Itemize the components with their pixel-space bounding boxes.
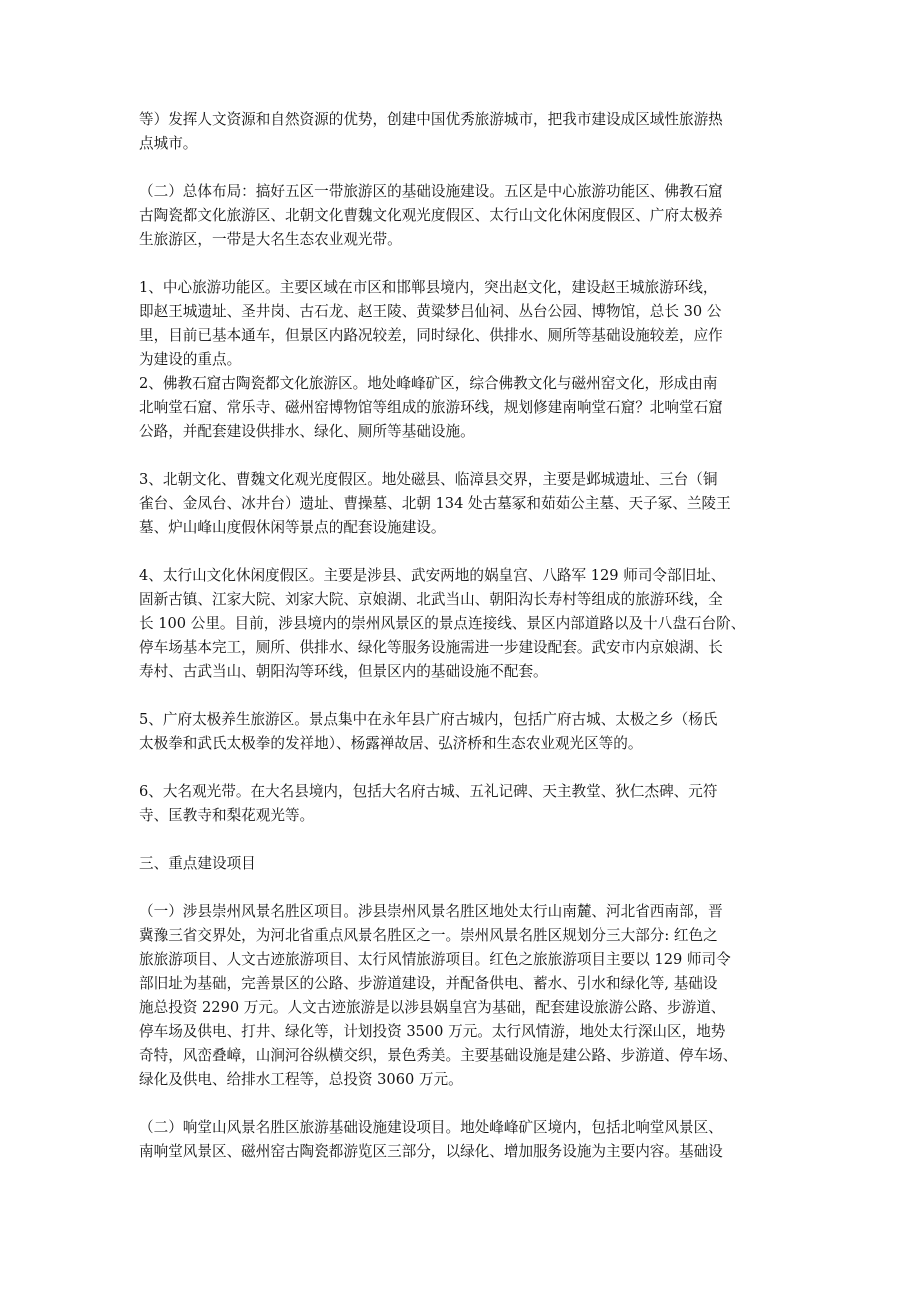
text-line: 4、太行山文化休闲度假区。主要是涉县、武安两地的娲皇宫、八路军 129 师司令部旧址、 — [139, 567, 726, 584]
text-line: 为建设的重点。 — [139, 351, 242, 368]
text-line: 公路，并配套建设供排水、绿化、厕所等基础设施。 — [139, 423, 475, 440]
text-line: 墓、炉山峰山度假休闲等景点的配套设施建设。 — [139, 519, 446, 536]
paragraph — [139, 564, 783, 684]
text-line: 点城市。 — [139, 135, 198, 152]
paragraph — [139, 708, 783, 756]
paragraph — [139, 108, 783, 156]
text-line: 即赵王城遗址、圣井岗、古石龙、赵王陵、黄粱梦吕仙祠、丛台公园、博物馆，总长 30 公 — [139, 303, 722, 320]
text-line: （二）响堂山风景名胜区旅游基础设施建设项目。地处峰峰矿区境内，包括北响堂风景区、 — [139, 1119, 723, 1136]
text-line: 长 100 公里。目前，涉县境内的崇州风景区的景点连接线、景区内部道路以及十八盘石台阶、 — [139, 615, 746, 632]
text-line: 停车场及供电、打井、绿化等，计划投资 3500 万元。太行风情游，地处太行深山区，地势 — [139, 1023, 726, 1040]
text-line: （二）总体布局：搞好五区一带旅游区的基础设施建设。五区是中心旅游功能区、佛教石窟 — [139, 183, 723, 200]
paragraph — [139, 468, 783, 540]
text-line: 1、中心旅游功能区。主要区域在市区和邯郸县境内，突出赵文化，建设赵王城旅游环线， — [139, 279, 718, 296]
paragraph — [139, 900, 783, 1092]
text-line: 等）发挥人文资源和自然资源的优势，创建中国优秀旅游城市，把我市建设成区域性旅游热 — [139, 111, 723, 128]
text-line: 三、重点建设项目 — [139, 855, 256, 872]
text-line: 南响堂风景区、磁州窑古陶瓷都游览区三部分，以绿化、增加服务设施为主要内容。基础设 — [139, 1143, 723, 1160]
text-line: 冀豫三省交界处，为河北省重点风景名胜区之一。崇州风景名胜区规划分三大部分: 红色之 — [139, 927, 718, 944]
paragraph — [139, 780, 783, 828]
text-line: 5、广府太极养生旅游区。景点集中在永年县广府古城内，包括广府古城、太极之乡（杨氏 — [139, 711, 718, 728]
text-line: 北响堂石窟、常乐寺、磁州窑博物馆等组成的旅游环线，规划修建南响堂石窟？北响堂石窟 — [139, 399, 723, 416]
text-line: 生旅游区，一带是大名生态农业观光带。 — [139, 231, 402, 248]
paragraph — [139, 1116, 783, 1164]
text-line: （一）涉县崇州风景名胜区项目。涉县崇州风景名胜区地处太行山南麓、河北省西南部，晋 — [139, 903, 723, 920]
text-line: 太极拳和武氏太极拳的发祥地）、杨露禅故居、弘济桥和生态农业观光区等的。 — [139, 735, 643, 752]
paragraph — [139, 276, 783, 372]
paragraph — [139, 372, 783, 444]
text-line: 2、佛教石窟古陶瓷都文化旅游区。地处峰峰矿区，综合佛教文化与磁州窑文化，形成由南 — [139, 375, 718, 392]
text-line: 3、北朝文化、曹魏文化观光度假区。地处磁县、临漳县交界，主要是邺城遗址、三台（铜 — [139, 471, 718, 488]
text-line: 寿村、古武当山、朝阳沟等环线，但景区内的基础设施不配套。 — [139, 663, 548, 680]
text-line: 施总投资 2290 万元。人文古迹旅游是以涉县娲皇宫为基础，配套建设旅游公路、步游道、 — [139, 999, 726, 1016]
text-line: 雀台、金凤台、冰井台）遗址、曹操墓、北朝 134 处古墓冢和茹茹公主墓、天子冢、兰陵王 — [139, 495, 731, 512]
document-page — [139, 108, 783, 1164]
text-line: 旅旅游项目、人文古迹旅游项目、太行风情旅游项目。红色之旅旅游项目主要以 129 师司令 — [139, 951, 731, 968]
text-line: 绿化及供电、给排水工程等，总投资 3060 万元。 — [139, 1071, 463, 1088]
text-line: 6、大名观光带。在大名县境内，包括大名府古城、五礼记碑、天主教堂、狄仁杰碑、元符 — [139, 783, 718, 800]
paragraph — [139, 180, 783, 252]
text-line: 寺、匡教寺和梨花观光等。 — [139, 807, 315, 824]
text-line: 古陶瓷都文化旅游区、北朝文化曹魏文化观光度假区、太行山文化休闲度假区、广府太极养 — [139, 207, 723, 224]
text-line: 固新古镇、江家大院、刘家大院、京娘湖、北武当山、朝阳沟长寿村等组成的旅游环线，全 — [139, 591, 723, 608]
paragraph — [139, 852, 783, 876]
text-line: 停车场基本完工，厕所、供排水、绿化等服务设施需进一步建设配套。武安市内京娘湖、长 — [139, 639, 723, 656]
text-line: 奇特，风峦叠嶂，山涧河谷纵横交织，景色秀美。主要基础设施是建公路、步游道、停车场、 — [139, 1047, 738, 1064]
text-line: 部旧址为基础，完善景区的公路、步游道建设，并配备供电、蓄水、引水和绿化等, 基础设 — [139, 975, 718, 992]
text-line: 里，目前已基本通车，但景区内路况较差，同时绿化、供排水、厕所等基础设施较差，应作 — [139, 327, 723, 344]
